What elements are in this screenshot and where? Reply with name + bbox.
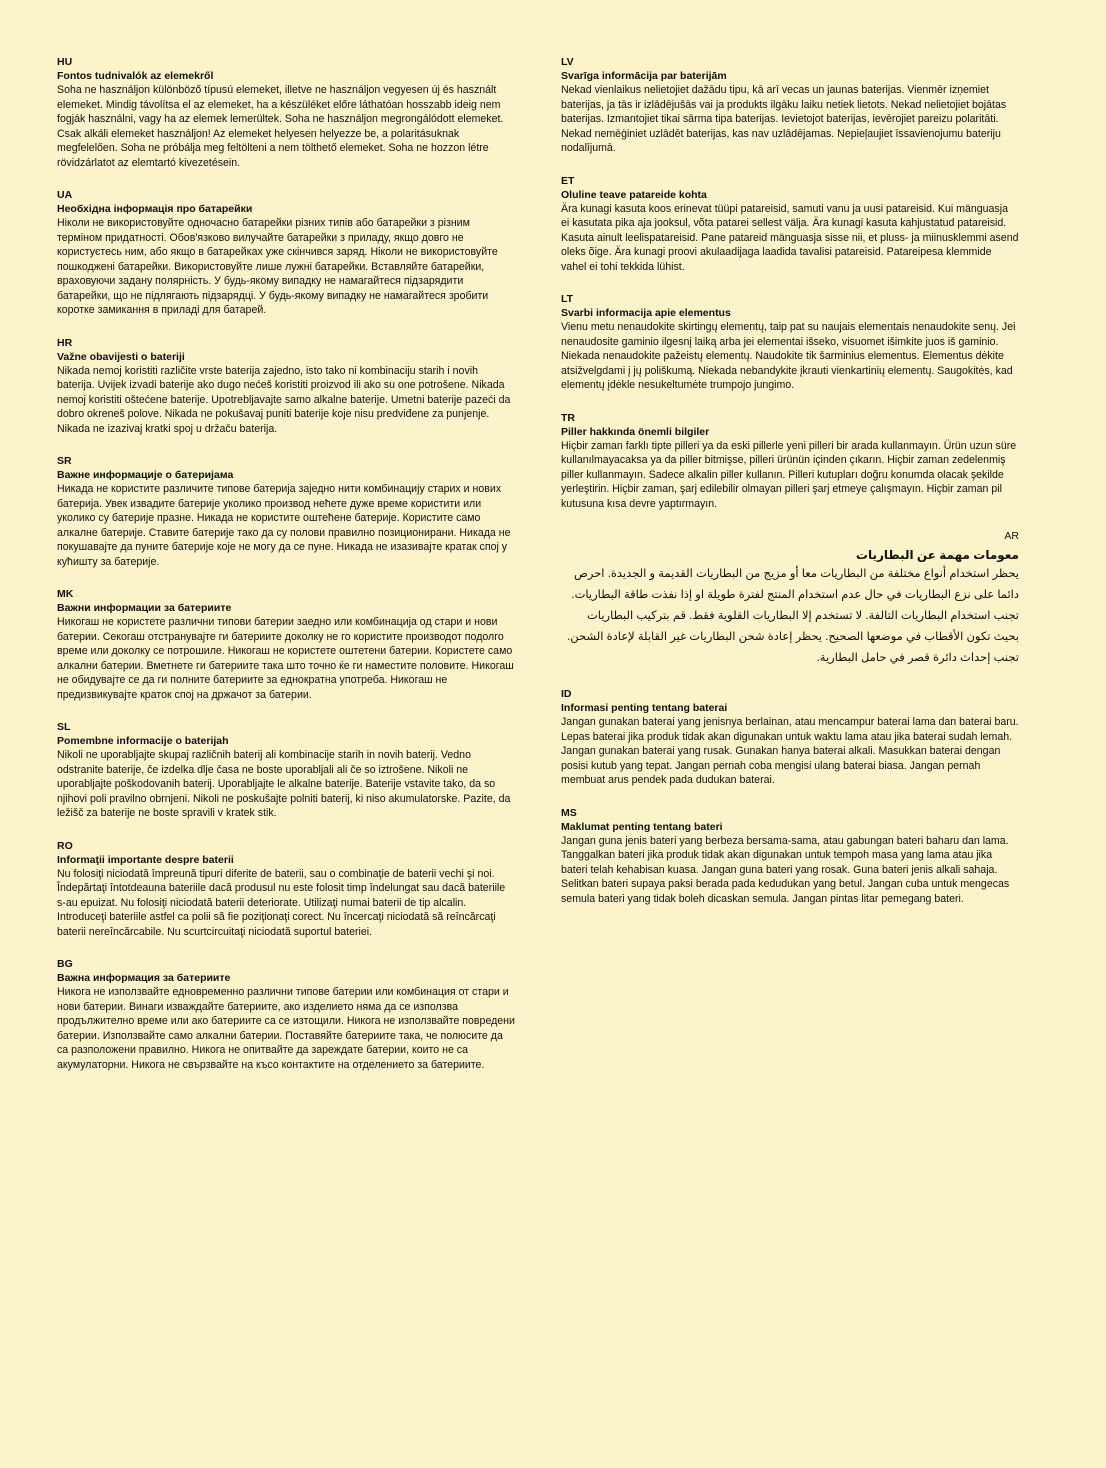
section-lv <box>561 55 1019 156</box>
section-bg <box>57 957 515 1072</box>
language-code: MS <box>561 806 577 819</box>
section-heading: Oluline teave patareide kohta <box>561 188 707 201</box>
language-code: ET <box>561 174 575 187</box>
section-body: Никогаш не користете различни типови батерии заедно или комбинација од стари и нови батерии. Секогаш отстранувајте ги батериите доколку не го користите производот подолго време или доколку се потрошиле. Никогаш не користете оштетени батерии. Користете само алкални батерии. Вметнете ги батериите така што точно ќе ги наместите половите. Никогаш не обидувајте се да ги полните батериите за еднократна употреба. Никогаш не предизвикувајте краток спој на држачот за батерии. <box>57 616 514 701</box>
section-heading: Необхідна інформація про батарейки <box>57 203 253 215</box>
section-body: Никога не използвайте едновременно различни типове батерии или комбинация от стари и нови батерии. Винаги изваждайте батериите, ако изделието няма да се използва продължително време или ако батериите са се изтощили. Никога не използвайте повредени батерии. Използвайте само алкални батерии. Поставяйте батериите така, че полюсите да са разположени правилно. Никога не опитвайте да зареждате батерии, които не са акумулаторни. Никога не свързвайте на късо контактите на отделението за батериите. <box>57 986 515 1071</box>
section-ms <box>561 806 1019 907</box>
section-heading: Informasi penting tentang baterai <box>561 702 728 714</box>
language-code: UA <box>57 189 73 201</box>
section-body: Никада не користите различите типове батерија заједно нити комбинацију старих и нових батерија. Увек извадите батерије уколико производ нећете дуже време користити или уколико су батерије празне. Никада не користите оштећене батерије. Користите само алкалне батерије. Ставите батерије тако да су полови правилно позиционирани. Никада не покушавајте да пуните батерије које не могу да се пуне. Никада не изазивајте кратак спој у кућишту за батерије. <box>57 483 511 568</box>
section-heading: Svarbi informacija apie elementus <box>561 307 731 319</box>
section-heading: Важне информације о батеријама <box>57 469 234 481</box>
language-code: HR <box>57 336 73 349</box>
section-body: Jangan gunakan baterai yang jenisnya berlainan, atau mencampur baterai lama dan baterai baru. Lepas baterai jika produk tidak akan digunakan untuk waktu lama atau jika baterai sudah lemah. Jangan gunakan baterai yang rusak. Gunakan hanya baterai alkali. Masukkan baterai dengan posisi kutub yang tepat. Jangan pernah coba mengisi ulang baterai biasa. Jangan pernah membuat arus pendek pada dudukan baterai. <box>561 716 1019 786</box>
language-code: HU <box>57 56 73 68</box>
section-ar <box>561 529 1019 669</box>
section-sl <box>57 720 515 821</box>
section-heading: Важна информация за батериите <box>57 972 231 984</box>
section-sr <box>57 454 515 569</box>
language-code: LT <box>561 293 574 305</box>
section-lt <box>561 292 1019 393</box>
section-ro <box>57 839 515 940</box>
section-body: Ніколи не використовуйте одночасно батарейки різних типів або батарейки з різним терміном придатності. Обов'язково вилучайте батарейки з приладу, якщо довго не користуєтесь ним, або якщо в батарейках уже скінчився заряд. Ніколи не використовуйте пошкоджені батарейки. Використовуйте лише лужні батарейки. Вставляйте батарейки, враховуючи задану полярність. У будь-якому випадку не намагайтеся підзарядити батарейки, що не підлягають підзарядці. У будь-якому випадку не намагайтеся зробити коротке замикання в приладі для батарей. <box>57 217 498 316</box>
language-code: SL <box>57 721 71 733</box>
section-body: Hiçbir zaman farklı tipte pilleri ya da eski pillerle yeni pilleri bir arada kullanmayın. Ürün uzun süre kullanılmayacaksa ya da piller bitmişse, pilleri ürünün içinden çıkarın. Hiçbir zaman zedelenmiş piller kullanmayın. Sadece alkalin piller kullanın. Pilleri kutupları doğru konumda olacak şekilde yerleştirin. Hiçbir zaman, şarj edilebilir olmayan pilleri şarj etmeye çalışmayın. Hiçbir zaman pil kutusuna kısa devre yaptırmayın. <box>561 439 1017 510</box>
language-code: ID <box>561 688 572 700</box>
language-code: LV <box>561 56 574 68</box>
language-code: TR <box>561 411 575 424</box>
section-id <box>561 687 1019 788</box>
section-heading: Важни информации за батериите <box>57 602 232 614</box>
section-body: Vienu metu nenaudokite skirtingų elementų, taip pat su naujais elementais nenaudokite senų. Jei nenaudosite gaminio ilgesnį laiką arba jei elementai išseko, visuomet išimkite juos iš gaminio. Niekada nenaudokite pažeistų elementų. Naudokite tik šarminius elementus. Elementus dėkite atsižvelgdami į jų poliškumą. Niekada nebandykite įkrauti vienkartinių elementų. Saugokitės, kad elementų įdėkle nesukeltumėte trumpojo jungimo. <box>561 321 1016 391</box>
section-body: Nikoli ne uporabljajte skupaj različnih baterij ali kombinacije starih in novih baterij. Vedno odstranite baterije, če izdelka dlje časa ne boste uporabljali ali če so iztrošene. Nikoli ne uporabljajte poškodovanih baterij. Uporabljajte le alkalne baterije. Baterije vstavite tako, da so njihovi poli pravilno obrnjeni. Nikoli ne poskušajte polniti baterij, ki niso akumulatorske. Pazite, da ležišč za baterije ne boste spravili v kratek stik. <box>57 749 511 819</box>
section-hu <box>57 55 515 170</box>
language-code: AR <box>1004 530 1019 542</box>
left-column <box>57 55 515 1072</box>
language-code: BG <box>57 958 73 970</box>
section-hr <box>57 336 515 437</box>
section-heading: Svarīga informācija par baterijām <box>561 70 727 82</box>
section-body: Soha ne használjon különböző típusú elemeket, illetve ne használjon vegyesen új és használt elemeket. Mindig távolítsa el az elemeket, ha a készüléket előre láthatóan hosszabb ideig nem fogják használni, vagy ha az elemek lemerültek. Soha ne használjon megrongálódott elemeket. Csak alkáli elemeket használjon! Az elemeket helyesen helyezze be, a polaritásuknak megfelelően. Soha ne próbálja meg feltölteni a nem tölthető elemeket. Soha ne hozzon létre rövidzárlatot az elemtartó kivezetésein. <box>57 84 504 169</box>
section-heading: Piller hakkında önemli bilgiler <box>561 425 710 438</box>
section-body: Ära kunagi kasuta koos erinevat tüüpi patareisid, samuti vanu ja uusi patareisid. Kui mänguasja ei kasutata pika aja jooksul, võta patarei sellest välja. Ära kunagi kasuta kahjustatud patareisid. Kasuta ainult leelispatareisid. Pane patareid mänguasja sisse nii, et pluss- ja miinusklemmi asend oleks õige. Ära kunagi proovi akulaadijaga laadida tavalisi patareisid. Patareipesa klemmide vahel ei tohi tekkida lühist. <box>561 202 1019 273</box>
section-et <box>561 174 1019 275</box>
right-column <box>561 55 1019 906</box>
section-body: يحظر استخدام أنواع مختلفة من البطاريات معا أو مزيج من البطاريات القديمة و الجديدة. احرص دائما على نزع البطاريات في حال عدم استخدام المنتج لفترة طويلة او إذا نفذت طاقة البطاريات. تجنب استخدام البطاريات التالفة. لا تستخدم إلا البطاريات القلوية فقط. قم بتركيب البطاريات بحيث تكون الأقطاب في موضعها الصحيح. يحظر إعادة شحن البطاريات غير القابلة لإعادة الشحن. تجنب إحداث دائرة قصر في حامل البطارية. <box>567 568 1019 664</box>
section-heading: Pomembne informacije o baterijah <box>57 735 229 747</box>
section-mk <box>57 587 515 702</box>
section-heading: Važne obavijesti o bateriji <box>57 350 185 363</box>
section-body: Nekad vienlaikus nelietojiet dažādu tipu, kā arī vecas un jaunas baterijas. Vienmēr izņemiet baterijas, ja tās ir izlādējušās vai ja produkts ilgāku laiku netiek lietots. Nekad nelietojiet bojātas baterijas. Izmantojiet tikai sārma tipa baterijas. Ievietojot baterijas, ievērojiet pareizu polaritāti. Nekad nemēģiniet uzlādēt baterijas, kas nav uzlādējamas. Nepieļaujiet īssavienojumu bateriju nodalījumā. <box>561 84 1007 154</box>
section-body: Nu folosiţi niciodată împreună tipuri diferite de baterii, sau o combinaţie de baterii vechi şi noi. Îndepărtaţi întotdeauna bateriile dacă produsul nu este folosit timp îndelungat sau dacă bateriile s-au epuizat. Nu folosiţi niciodată baterii deteriorate. Utilizaţi numai baterii de tip alcalin. Introduceţi bateriile astfel ca polii să fie poziţionaţi corect. Nu încercaţi niciodată să reîncărcaţi baterii nereîncărcabile. Nu scurtcircuitaţi niciodată suportul bateriei. <box>57 867 506 938</box>
section-heading: Maklumat penting tentang bateri <box>561 820 723 833</box>
language-code: MK <box>57 588 74 600</box>
section-body: Jangan guna jenis bateri yang berbeza bersama-sama, atau gabungan bateri baharu dan lama. Tanggalkan bateri jika produk tidak akan digunakan untuk tempoh masa yang lama atau jika bateri telah kehabisan kuasa. Jangan guna bateri yang rosak. Guna bateri jenis alkali sahaja. Selitkan bateri supaya paksi berada pada kedudukan yang betul. Jangan cuba untuk mengecas semula bateri yang tidak boleh dicaskan semula. Jangan pintas litar pemegang bateri. <box>561 834 1010 905</box>
section-ua <box>57 188 515 318</box>
section-body: Nikada nemoj koristiti različite vrste baterija zajedno, isto tako ni kombinaciju starih i novih baterija. Uvijek izvadi baterije ako dugo nećeš koristiti proizvod ili ako su one potrošene. Nikada nemoj koristiti oštećene baterije. Upotrebljavajte samo alkalne baterije. Umetni baterije pazeći da dobro okreneš polove. Nikada ne pokušavaj puniti baterije koje nisu predviđene za punjenje. Nikada ne izazivaj kratki spoj u držaču baterija. <box>57 364 511 435</box>
section-heading: معومات مهمة عن البطاريات <box>855 548 1019 562</box>
section-heading: Informaţii importante despre baterii <box>57 853 234 866</box>
language-code: SR <box>57 455 72 467</box>
section-heading: Fontos tudnivalók az elemekről <box>57 70 214 82</box>
section-tr <box>561 411 1019 512</box>
language-code: RO <box>57 839 73 852</box>
